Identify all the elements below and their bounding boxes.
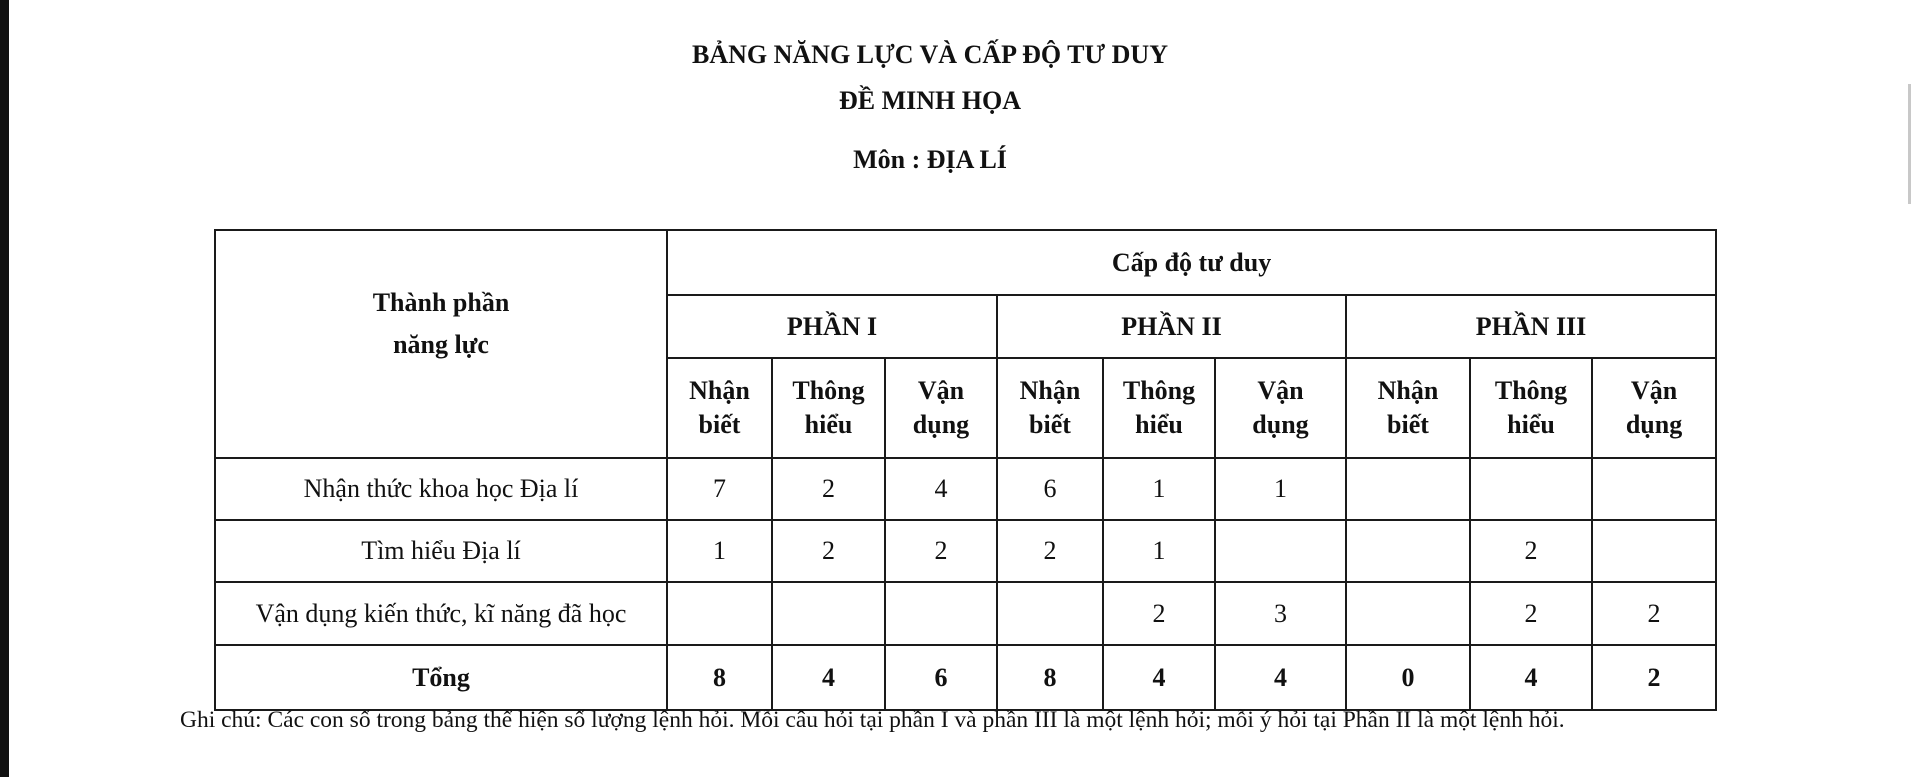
table-cell: 6	[997, 458, 1103, 520]
row-label: Tìm hiểu Địa lí	[215, 520, 667, 582]
total-cell: 4	[1215, 645, 1346, 710]
component-header-line1: Thành phần	[372, 288, 510, 317]
table-cell: 2	[1103, 582, 1215, 645]
table-cell	[1346, 458, 1470, 520]
total-cell: 2	[1592, 645, 1716, 710]
footnote: Ghi chú: Các con số trong bảng thể hiện số lượng lệnh hỏi. Mỗi câu hỏi tại phần I và phần III là một lệnh hỏi; mỗi ý hỏi tại Phần II là một lệnh hỏi.	[180, 707, 1565, 733]
total-row	[215, 645, 1716, 710]
part-header-2: PHẦN II	[997, 295, 1346, 358]
level-apply-p3: Vận dụng	[1592, 358, 1716, 458]
table-row	[215, 520, 1716, 582]
level-understand-p2: Thông hiểu	[1103, 358, 1215, 458]
row-label: Vận dụng kiến thức, kĩ năng đã học	[215, 582, 667, 645]
table-row	[215, 458, 1716, 520]
table-cell	[885, 582, 997, 645]
table-cell: 1	[1103, 520, 1215, 582]
table-cell: 1	[667, 520, 772, 582]
table-cell	[1592, 458, 1716, 520]
table-cell: 3	[1215, 582, 1346, 645]
table-cell	[1470, 458, 1592, 520]
part-header-1: PHẦN I	[667, 295, 997, 358]
subject-line: Môn : ĐỊA LÍ	[853, 145, 1007, 174]
total-cell: 4	[1103, 645, 1215, 710]
document-subtitle: ĐỀ MINH HỌA	[839, 86, 1021, 115]
table-cell	[772, 582, 885, 645]
part-header-3: PHẦN III	[1346, 295, 1716, 358]
table-cell: 2	[1592, 582, 1716, 645]
level-header: Cấp độ tư duy	[667, 230, 1716, 295]
table-cell: 2	[1470, 520, 1592, 582]
table-row	[215, 582, 1716, 645]
total-cell: 4	[772, 645, 885, 710]
table-cell: 2	[772, 520, 885, 582]
table-cell: 2	[1470, 582, 1592, 645]
table-cell: 4	[885, 458, 997, 520]
table-cell	[997, 582, 1103, 645]
total-cell: 8	[667, 645, 772, 710]
level-recognize-p2: Nhận biết	[997, 358, 1103, 458]
scan-edge-mark	[1908, 84, 1911, 204]
total-cell: 4	[1470, 645, 1592, 710]
table-cell	[1215, 520, 1346, 582]
document-title: BẢNG NĂNG LỰC VÀ CẤP ĐỘ TƯ DUY	[692, 40, 1168, 69]
component-header-line2: năng lực	[393, 330, 489, 359]
table-cell	[1346, 582, 1470, 645]
table-cell: 1	[1103, 458, 1215, 520]
total-cell: 0	[1346, 645, 1470, 710]
total-label: Tổng	[215, 645, 667, 710]
level-recognize-p1: Nhận biết	[667, 358, 772, 458]
header-row-levels	[215, 230, 1716, 295]
table-cell: 2	[885, 520, 997, 582]
row-label: Nhận thức khoa học Địa lí	[215, 458, 667, 520]
table-cell: 2	[997, 520, 1103, 582]
level-apply-p1: Vận dụng	[885, 358, 997, 458]
table-cell	[1346, 520, 1470, 582]
table-cell: 2	[772, 458, 885, 520]
total-cell: 6	[885, 645, 997, 710]
level-understand-p3: Thông hiểu	[1470, 358, 1592, 458]
total-cell: 8	[997, 645, 1103, 710]
scan-edge-left	[0, 0, 9, 777]
table-cell: 7	[667, 458, 772, 520]
table-cell: 1	[1215, 458, 1346, 520]
ability-level-table	[214, 229, 1717, 711]
level-apply-p2: Vận dụng	[1215, 358, 1346, 458]
component-header	[215, 230, 667, 458]
table-cell	[667, 582, 772, 645]
table-cell	[1592, 520, 1716, 582]
level-understand-p1: Thông hiểu	[772, 358, 885, 458]
level-recognize-p3: Nhận biết	[1346, 358, 1470, 458]
